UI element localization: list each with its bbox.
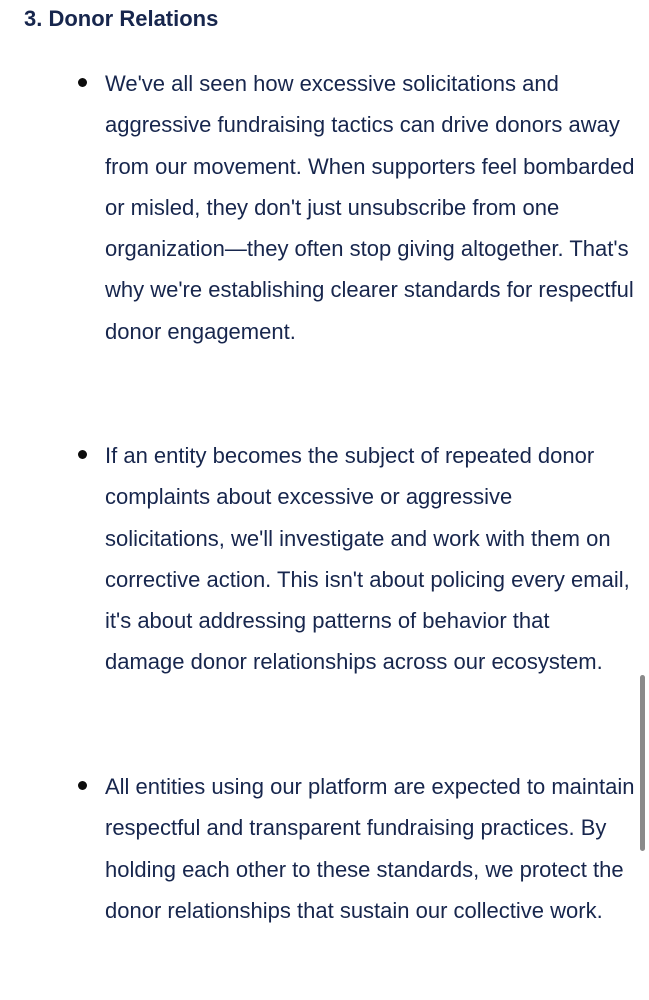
bullet-item-donor-complaints	[105, 435, 635, 683]
bullet-point-icon	[78, 781, 87, 790]
section-heading: 3. Donor Relations	[24, 6, 219, 31]
bullet-point-icon	[78, 450, 87, 459]
bullet-text: If an entity becomes the subject of repeated donor complaints about excessive or aggressive solicitations, we'll investigate and work with them on corrective action. This isn't about policing every email, it's about addressing patterns of behavior that damage donor relationships across our ecosystem.	[105, 443, 630, 675]
bullet-text: We've all seen how excessive solicitations and aggressive fundraising tactics can drive donors away from our movement. When supporters feel bombarded or misled, they don't just unsubscribe from one organization—they often stop giving altogether. That's why we're establishing clearer standards for respectful donor engagement.	[105, 71, 635, 344]
vertical-scrollbar[interactable]	[640, 675, 645, 851]
bullet-point-icon	[78, 78, 87, 87]
bullet-item-respectful-practices	[105, 766, 635, 931]
bullet-item-excessive-solicitations	[105, 63, 635, 352]
bullet-text: All entities using our platform are expected to maintain respectful and transparent fundraising practices. By holding each other to these standards, we protect the donor relationships that sustain our collective work.	[105, 774, 635, 923]
